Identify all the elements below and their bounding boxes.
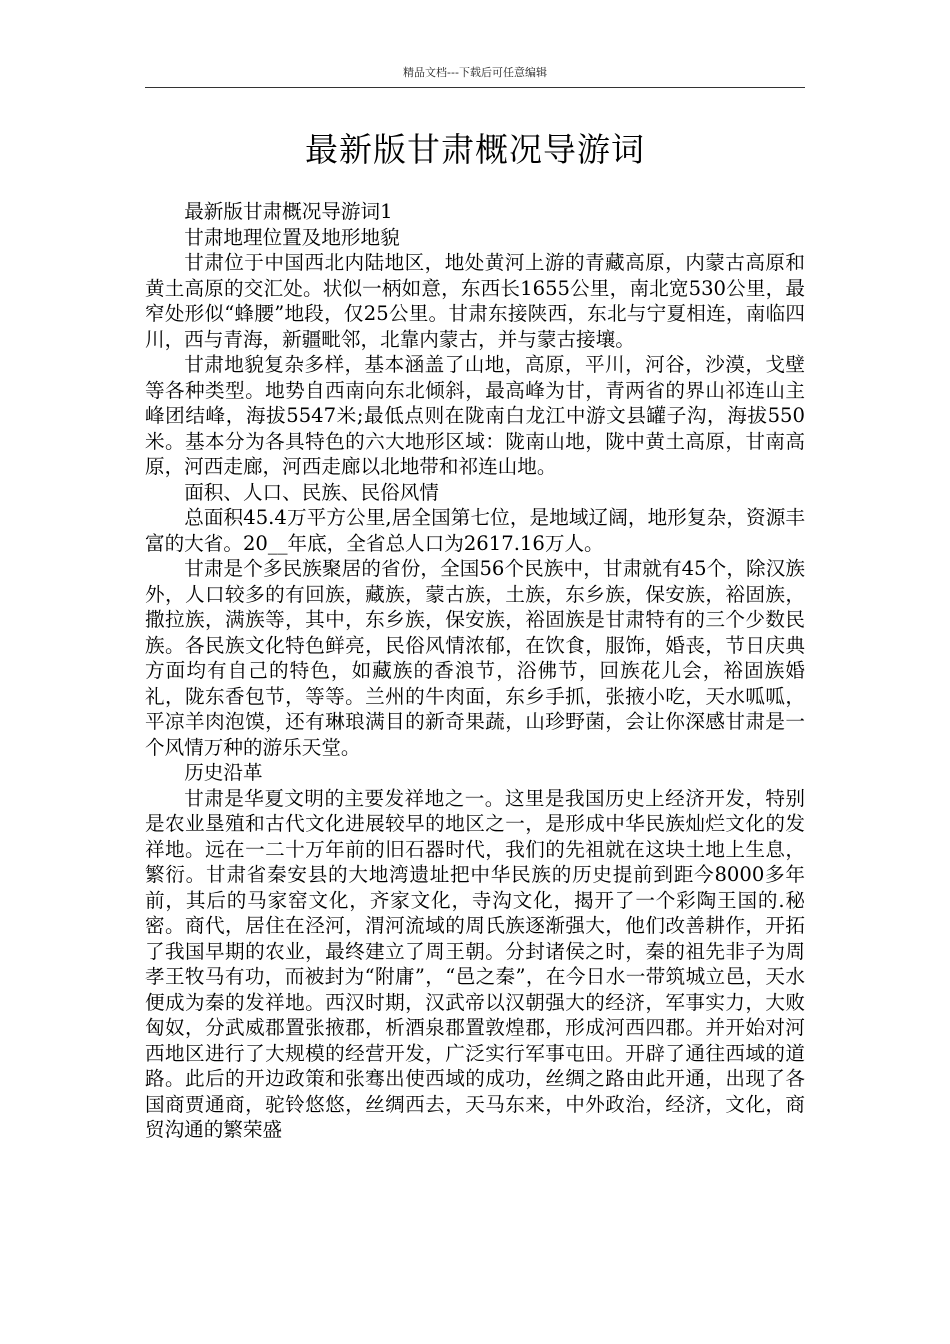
- document-body: [145, 199, 805, 1143]
- document-title: 最新版甘肃概况导游词: [305, 130, 645, 169]
- paragraph-ethnic-groups: 甘肃是个多民族聚居的省份，全国56个民族中，甘肃就有45个，除汉族外，人口较多的有回族，藏族，蒙古族，土族，东乡族，保安族，裕固族，撒拉族，满族等，其中，东乡族，保安族，裕固族是甘肃特有的三个少数民族。各民族文化特色鲜亮，民俗风情浓郁，在饮食，服饰，婚丧，节日庆典方面均有自己的特色，如藏族的香浪节，浴佛节，回族花儿会，裕固族婚礼，陇东香包节，等等。兰州的牛肉面，东乡手抓，张掖小吃，天水呱呱，平凉羊肉泡馍，还有琳琅满目的新奇果蔬，山珍野菌，会让你深感甘肃是一个风情万种的游乐天堂。: [145, 557, 805, 759]
- paragraph-area: 总面积45.4万平方公里,居全国第七位，是地域辽阔，地形复杂，资源丰富的大省。20__年底，全省总人口为2617.16万人。: [145, 506, 805, 555]
- page-header: 精品文档---下载后可任意编辑: [403, 66, 547, 79]
- paragraph-terrain: 甘肃地貌复杂多样，基本涵盖了山地，高原，平川，河谷，沙漠，戈壁等各种类型。地势自西南向东北倾斜，最高峰为甘，青两省的界山祁连山主峰团结峰，海拔5547米;最低点则在陇南白龙江中游文县罐子沟，海拔550米。基本分为各具特色的六大地形区域：陇南山地，陇中黄土高原，甘南高原，河西走廊，河西走廊以北地带和祁连山地。: [145, 353, 805, 478]
- subtitle-paragraph: 最新版甘肃概况导游词1: [184, 200, 393, 223]
- header-divider: [145, 87, 805, 88]
- section-heading-population: 面积、人口、民族、民俗风情: [184, 480, 439, 504]
- section-heading-history: 历史沿革: [184, 761, 263, 784]
- section-heading-geography: 甘肃地理位置及地形地貌: [184, 225, 400, 249]
- paragraph-location: 甘肃位于中国西北内陆地区，地处黄河上游的青藏高原，内蒙古高原和黄土高原的交汇处。状似一柄如意，东西长1655公里，南北宽530公里，最窄处形似“蜂腰”地段，仅25公里。甘肃东接陕西，东北与宁夏相连，南临四川，西与青海，新疆毗邻，北靠内蒙古，并与蒙古接壤。: [145, 251, 805, 351]
- paragraph-history: 甘肃是华夏文明的主要发祥地之一。这里是我国历史上经济开发，特别是农业垦殖和古代文化进展较早的地区之一，是形成中华民族灿烂文化的发祥地。远在一二十万年前的旧石器时代，我们的先祖就在这块土地上生息，繁衍。甘肃省秦安县的大地湾遗址把中华民族的历史提前到距今8000多年前，其后的马家窑文化，齐家文化，寺沟文化，揭开了一个彩陶王国的.秘密。商代，居住在泾河，渭河流域的周氏族逐渐强大，他们改善耕作，开拓了我国早期的农业，最终建立了周王朝。分封诸侯之时，秦的祖先非子为周孝王牧马有功，而被封为“附庸”，“邑之秦”，在今日水一带筑城立邑，天水便成为秦的发祥地。西汉时期，汉武帝以汉朝强大的经济，军事实力，大败匈奴，分武威郡置张掖郡，析酒泉郡置敦煌郡，形成河西四郡。并开始对河西地区进行了大规模的经营开发，广泛实行军事屯田。开辟了通往西域的道路。此后的开边政策和张骞出使西域的成功，丝绸之路由此开通，出现了各国商贾通商，驼铃悠悠，丝绸西去，天马东来，中外政治，经济，文化，商贸沟通的繁荣盛: [145, 786, 805, 1141]
